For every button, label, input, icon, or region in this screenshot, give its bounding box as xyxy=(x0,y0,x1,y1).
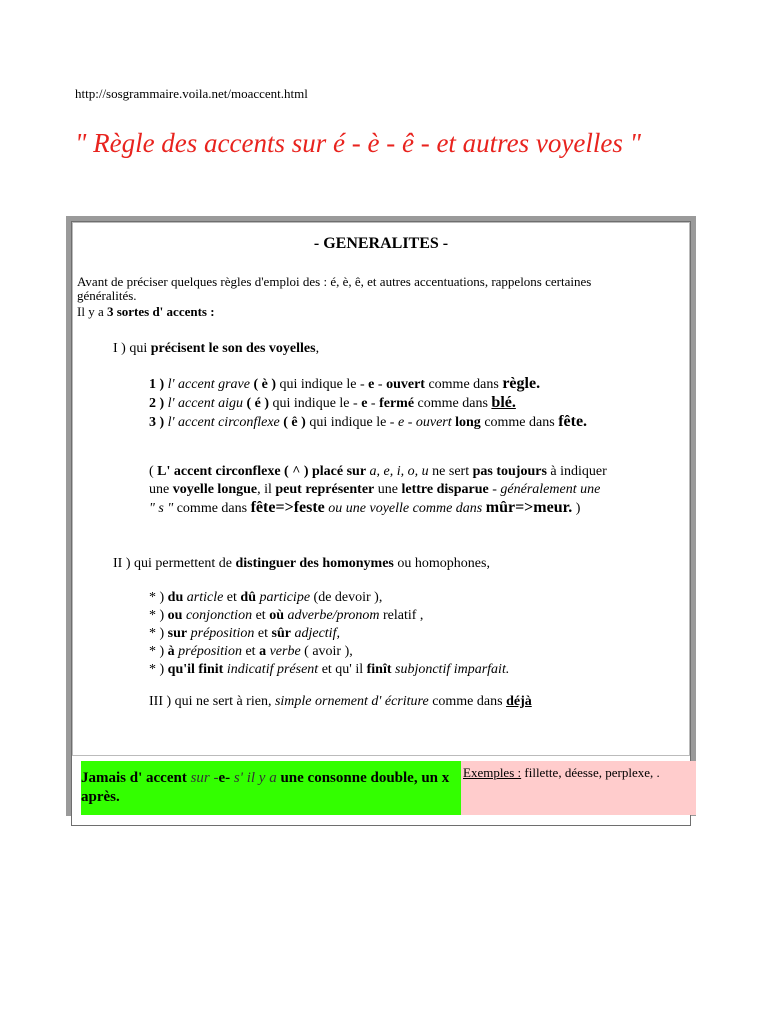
homonym-item xyxy=(149,643,649,661)
item-1-letter: e xyxy=(368,377,375,392)
item-3-example: fête. xyxy=(558,413,588,430)
note-p2: ne sert xyxy=(432,464,470,479)
section-3-title xyxy=(149,693,532,711)
accent-item-grave xyxy=(149,375,609,394)
homonym-b2: finît xyxy=(366,662,392,677)
item-2-letter: e xyxy=(361,396,368,411)
homonym-b1: qu'il finit xyxy=(167,662,224,677)
section-3-prefix: III ) qui ne sert à rien, xyxy=(149,694,275,709)
item-2-dash: - xyxy=(370,396,376,411)
item-3-dash: - ouvert xyxy=(407,415,452,430)
item-1-example: règle. xyxy=(502,375,541,392)
section-3-italic: simple ornement d' écriture xyxy=(274,694,429,709)
item-2-name: l' accent aigu xyxy=(167,396,243,411)
homonym-i1: indicatif présent xyxy=(226,662,319,677)
homonym-t: (de devoir ), xyxy=(313,590,383,605)
section-2-suffix: ou homophones, xyxy=(393,556,490,571)
rule-i2: s' il y a xyxy=(233,770,277,786)
item-2-mid: qui indique le - xyxy=(272,396,358,411)
homonym-b1: à xyxy=(167,644,175,659)
note-b4: peut représenter xyxy=(275,482,375,497)
item-3-num: 3 ) xyxy=(149,415,165,430)
item-2-tail: comme dans xyxy=(417,396,488,411)
homonym-b1: du xyxy=(167,590,184,605)
note-p5: , il xyxy=(257,482,272,497)
panel-inner xyxy=(71,221,691,826)
intro-line-1: Avant de préciser quelques règles d'emploi des : é, è, ê, et autres accentuations, rappelons certaines xyxy=(77,274,592,289)
homonym-i2: subjonctif imparfait. xyxy=(395,662,510,677)
sorts-prefix: Il y a xyxy=(77,304,107,319)
examples-words: fillette, déesse, perplexe, . xyxy=(524,765,660,780)
note-b2: pas toujours xyxy=(472,464,547,479)
source-url: http://sosgrammaire.voila.net/moaccent.html xyxy=(75,86,308,101)
section-2-prefix: II ) qui permettent de xyxy=(113,556,236,571)
homonym-item xyxy=(149,625,649,643)
section-heading: - GENERALITES - xyxy=(313,235,449,252)
note-b1: L' accent circonflexe ( ^ ) placé sur xyxy=(157,464,367,479)
homonym-b2: où xyxy=(269,608,284,623)
homonym-b1: ou xyxy=(167,608,183,623)
accent-item-aigu xyxy=(149,394,609,413)
homonym-b2: dû xyxy=(240,590,256,605)
homonym-item xyxy=(149,589,649,607)
homonym-i1: préposition xyxy=(178,644,242,659)
accent-list xyxy=(149,375,609,432)
section-1-suffix: , xyxy=(315,341,320,356)
note-i3: dans xyxy=(455,501,483,516)
item-3-sym: ( ê ) xyxy=(283,415,306,430)
homonym-m: et xyxy=(245,644,256,659)
intro-paragraph xyxy=(77,273,697,320)
section-2-bold: distinguer des homonymes xyxy=(235,556,394,571)
note-p6: une xyxy=(377,482,398,497)
item-3-quality: long xyxy=(455,415,481,430)
homonym-star: * ) xyxy=(149,644,165,659)
homonym-t: relatif , xyxy=(383,608,424,623)
item-1-sym: ( è ) xyxy=(253,377,277,392)
homonym-star: * ) xyxy=(149,626,165,641)
item-1-mid: qui indique le - xyxy=(279,377,365,392)
item-2-sym: ( é ) xyxy=(246,396,270,411)
rule-b3: une consonne double, un x après. xyxy=(81,770,450,805)
section-3-example: déjà xyxy=(506,694,532,709)
accent-item-circonflexe xyxy=(149,413,609,432)
item-3-mid: qui indique le - xyxy=(309,415,395,430)
item-3-tail: comme dans xyxy=(484,415,555,430)
item-1-quality: ouvert xyxy=(386,377,425,392)
note-i1: généralement une " s " xyxy=(149,482,601,516)
item-1-tail: comme dans xyxy=(428,377,499,392)
panel-body xyxy=(72,222,690,756)
homonym-star: * ) xyxy=(149,662,165,677)
rule-i1: sur - xyxy=(190,770,219,786)
section-1-bold: précisent le son des voyelles xyxy=(150,341,316,356)
note-p7: - xyxy=(492,482,497,497)
homonym-i1: article xyxy=(186,590,224,605)
note-close: ) xyxy=(575,501,581,516)
homonym-m: et xyxy=(255,608,266,623)
accent-count-line xyxy=(77,303,697,320)
rule-b2: e- xyxy=(218,770,231,786)
sorts-bold: 3 sortes d' accents : xyxy=(106,304,215,319)
note-p8: comme dans xyxy=(176,501,248,516)
homonym-list xyxy=(149,589,649,679)
intro-line-2: généralités. xyxy=(77,288,137,303)
homonym-b2: a xyxy=(259,644,267,659)
generalites-panel xyxy=(66,216,696,816)
item-2-quality: fermé xyxy=(379,396,415,411)
homonym-i2: adjectif, xyxy=(294,626,340,641)
homonym-item xyxy=(149,607,649,625)
item-1-name: l' accent grave xyxy=(167,377,250,392)
homonym-i1: préposition xyxy=(190,626,255,641)
circumflex-note xyxy=(149,463,609,518)
homonym-i2: verbe xyxy=(269,644,301,659)
note-b3: voyelle longue xyxy=(172,482,258,497)
homonym-t: ( avoir ), xyxy=(304,644,353,659)
homonym-m: et xyxy=(226,590,237,605)
homonym-item xyxy=(149,661,649,679)
note-vowels: a, e, i, o, u xyxy=(369,464,429,479)
item-2-num: 2 ) xyxy=(149,396,165,411)
item-1-dash: - xyxy=(377,377,383,392)
homonym-star: * ) xyxy=(149,608,165,623)
page-title: " Règle des accents sur é - è - ê - et autres voyelles " xyxy=(75,128,641,158)
homonym-m: et qu' il xyxy=(321,662,364,677)
section-1-prefix: I ) qui xyxy=(113,341,151,356)
homonym-b1: sur xyxy=(167,626,188,641)
note-example-2: mûr=>meur. xyxy=(485,499,573,516)
homonym-i2: participe xyxy=(259,590,311,605)
section-3-mid: comme dans xyxy=(428,694,507,709)
note-p4: indiquer une xyxy=(149,464,607,497)
note-b5: lettre disparue xyxy=(401,482,489,497)
homonym-i2: adverbe/pronom xyxy=(287,608,380,623)
note-p3: à xyxy=(550,464,557,479)
item-1-num: 1 ) xyxy=(149,377,165,392)
note-open: ( xyxy=(149,464,154,479)
examples-cell xyxy=(461,761,696,815)
item-3-name: l' accent circonflexe xyxy=(167,415,280,430)
note-i2: ou une voyelle comme xyxy=(328,501,453,516)
homonym-star: * ) xyxy=(149,590,165,605)
rule-cell xyxy=(81,761,461,815)
note-example-1: fête=>feste xyxy=(250,499,325,516)
section-1-title xyxy=(113,340,319,358)
rule-b1: Jamais d' accent xyxy=(81,770,187,786)
item-2-example: blé. xyxy=(491,394,516,411)
section-2-title xyxy=(113,555,490,573)
homonym-b2: sûr xyxy=(271,626,291,641)
item-3-letter: e xyxy=(397,415,405,430)
homonym-i1: conjonction xyxy=(185,608,253,623)
examples-label: Exemples : xyxy=(463,765,522,780)
homonym-m: et xyxy=(257,626,269,641)
